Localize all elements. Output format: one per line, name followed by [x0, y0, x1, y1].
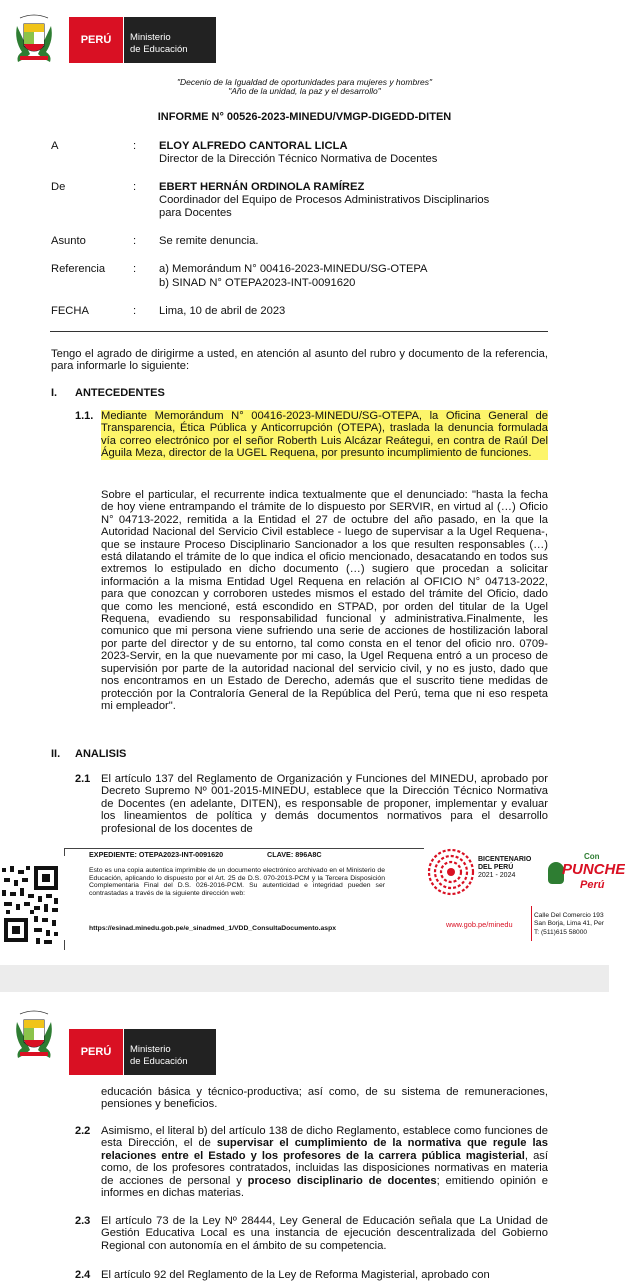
ministry-line-1: Ministerio	[130, 1044, 171, 1055]
decenio-line: "Decenio de la Igualdad de oportunidades para mujeres y hombres"	[176, 77, 433, 87]
expediente-number: EXPEDIENTE: OTEPA2023-INT-0091620	[89, 850, 224, 859]
ministry-brand-box	[124, 1029, 216, 1075]
bicentenario-years: 2021 - 2024	[478, 872, 516, 879]
footer-corner-tl	[64, 848, 65, 856]
ministry-line-2: de Educación	[130, 1056, 188, 1067]
reference-b: b) SINAD N° OTEPA2023-INT-0091620	[159, 277, 356, 289]
footer-corner-bl	[64, 940, 65, 950]
field-asunto-label: Asunto	[51, 235, 86, 247]
recipient-role: Director de la Dirección Técnico Normativa de Docentes	[159, 153, 438, 165]
field-a-label: A	[51, 140, 59, 152]
ministry-brand-box	[124, 17, 216, 63]
bicentenario-line-1: BICENTENARIO	[478, 856, 532, 863]
date-value: Lima, 10 de abril de 2023	[159, 305, 286, 317]
p22-emphasis-2: proceso disciplinario de docentes	[247, 1174, 437, 1187]
paragraph-2-1-continued: educación básica y técnico-productiva; así como, de su sistema de remuneraciones, pensiones y beneficios.	[101, 1086, 548, 1111]
ministry-line-2: de Educación	[130, 44, 188, 55]
footer-top-rule	[64, 848, 424, 849]
field-referencia-label: Referencia	[51, 263, 106, 275]
field-asunto-colon: :	[133, 235, 137, 247]
p22-part-c: , así como, de los profesores contratados, incluidas las disposiciones normativas en materia de acciones de personal y	[101, 1149, 548, 1187]
field-de-label: De	[51, 181, 66, 193]
peru-brand-box: PERÚ	[69, 17, 123, 63]
address-line-1: Calle Del Comercio 193	[534, 912, 604, 919]
paragraph-2-4: El artículo 92 del Reglamento de la Ley de Reforma Magisterial, aprobado con	[101, 1269, 490, 1281]
section-1-title: ANTECEDENTES	[75, 387, 165, 399]
con-punche-peru-logo	[548, 850, 625, 900]
qr-code-icon	[0, 862, 62, 948]
paragraph-2-2	[101, 1125, 548, 1199]
minedu-website[interactable]: www.gob.pe/minedu	[446, 920, 513, 929]
peru-brand-box: PERÚ	[69, 1029, 123, 1075]
paragraph-2-2-number: 2.2	[75, 1125, 91, 1137]
paragraph-2-4-number: 2.4	[75, 1269, 91, 1281]
sender-role-line-1: Coordinador del Equipo de Procesos Administrativos Disciplinarios	[159, 194, 490, 206]
verification-url[interactable]: https://esinad.minedu.gob.pe/e_sinadmed_1/VDD_ConsultaDocumento.aspx	[89, 925, 336, 932]
section-2-title: ANALISIS	[75, 748, 127, 760]
sender-role-line-2: para Docentes	[159, 207, 232, 219]
recipient-name: ELOY ALFREDO CANTORAL LICLA	[159, 140, 348, 152]
section-2-number: II.	[51, 748, 61, 760]
header-divider	[50, 331, 548, 332]
peru-coat-of-arms-icon	[12, 12, 56, 66]
address-line-2: San Borja, Lima 41, Per	[534, 920, 605, 928]
bicentenario-logo-icon	[425, 846, 477, 898]
ministry-line-1: Ministerio	[130, 32, 171, 43]
p22-emphasis-1: supervisar el cumplimiento de la normativa que regule las relaciones entre el Estado y los profesores de la carrera pública magisterial	[101, 1137, 549, 1162]
page-gap	[0, 965, 609, 992]
field-de-colon: :	[133, 181, 137, 193]
field-fecha-colon: :	[133, 305, 137, 317]
punche-main: PUNCHE	[562, 861, 625, 878]
field-referencia-colon: :	[133, 263, 137, 275]
paragraph-2-1: El artículo 137 del Reglamento de Organización y Funciones del MINEDU, aprobado por Decreto Supremo Nº 001-2015-MINEDU, establece que la Dirección Técnico Normativa de Docentes (en adelante, DITEN), es responsable de proponer, implementar y evaluar los lineamientos de política y demás documentos normativos para el desarrollo profesional de los docentes de	[101, 773, 548, 835]
punche-peru: Perú	[580, 879, 605, 891]
document-page-2	[0, 992, 609, 1280]
address-phone: T: (511)615 58000	[534, 928, 588, 936]
clave-code: CLAVE: 896A8C	[267, 850, 322, 859]
sender-name: EBERT HERNÁN ORDINOLA RAMÍREZ	[159, 181, 365, 193]
paragraph-2-3: El artículo 73 de la Ley Nº 28444, Ley General de Educación señala que La Unidad de Gestión Educativa Local es una instancia de ejecución descentralizada del Gobierno Regional con autonomía en el ámbito de su competencia.	[101, 1215, 548, 1252]
field-a-colon: :	[133, 140, 137, 152]
subject-value: Se remite denuncia.	[159, 235, 259, 247]
ministry-address	[534, 912, 604, 937]
field-fecha-label: FECHA	[51, 305, 89, 317]
intro-paragraph: Tengo el agrado de dirigirme a usted, en atención al asunto del rubro y documento de la referencia, para informarle lo siguiente:	[51, 348, 548, 373]
paragraph-1-2: Sobre el particular, el recurrente indica textualmente que el denunciado: "hasta la fecha de hoy viene entrampando el trámite de lo dispuesto por SERVIR, en virtud al (…) Oficio N° 04713-2022, remitida a la Entidad el 27 de octubre del año pasado, en la que la Autoridad Nacional del Servicio Civil establece - luego de supervisar a la Ugel Requena-, que se instaure Proceso Disciplinario Sancionador a los que resulten responsables (…) está dilatando el trámite de lo que indica el oficio mencionado, desacatando en todos sus extremos lo estipulado en dicho documento (…) sugiero que procedan a solicitar información a la misma Entidad Ugel Requena en relación al OFICIO N° 04713-2022, para que conozcan y corroboren ustedes mismos el estado del trámite del Oficio, dado que como les mencioné, está escondido en STPAD, por orden del titular de la Ugel Requena, evadiendo su responsabilidad funcional y administrativa.Finalmente, les comunico que mi persona viene sufriendo una serie de acciones de hostilización laboral por parte del director y de su entorno, tal como consta en el tenor del oficio nro. 0709-2023-Servir, en la que nuevamente por mi caso, la Ugel Requena entró a un proceso de supervisión por parte de la autoridad nacional del servicio civil, y no es justo, dado que nos encontramos en un Estado de Derecho, además que el suscrito tiene medidas de protección por la Contraloría General de la República del Perú, tema que ni eso respeta mi empleador".	[101, 489, 548, 712]
footer-red-divider	[531, 906, 532, 941]
p22-part-e: ; emitiendo opinión e informes en dichas materias.	[101, 1174, 548, 1200]
peru-coat-of-arms-icon	[12, 1008, 56, 1062]
paragraph-1-1-number: 1.1.	[75, 410, 94, 422]
authenticity-notice: Esto es una copia autentica imprimible de un documento electrónico archivado en el Ministerio de Educación, aplicando lo dispuesto por el Art. 25 de D.S. 070-2013-PCM y la Tercera Disposición Complementaria Final del D.S. 026-2016-PCM. Su autenticidad e integridad pueden ser contrastadas a través de la siguiente dirección web:	[89, 867, 385, 897]
year-motto-line: "Año de la unidad, la paz y el desarrollo"	[228, 86, 381, 96]
bicentenario-text	[478, 856, 531, 880]
document-title: INFORME N° 00526-2023-MINEDU/VMGP-DIGEDD-DITEN	[157, 111, 452, 123]
reference-a: a) Memorándum N° 00416-2023-MINEDU/SG-OTEPA	[159, 263, 428, 275]
p22-part-a: Asimismo, el literal b) del artículo 138 de dicho Reglamento, establece como funciones de esta Dirección, el de	[101, 1125, 548, 1150]
punche-con: Con	[584, 852, 600, 861]
section-1-number: I.	[51, 387, 58, 399]
paragraph-1-1: Mediante Memorándum N° 00416-2023-MINEDU/SG-OTEPA, la Oficina General de Transparencia, Ética Pública y Anticorrupción (OTEPA), traslada la denuncia formulada vía correo electrónico por el señor Roberth Luis Alcázar Reátegui, en contra de Raúl Del Águila Meza, director de la UGEL Requena, por presunto incumplimiento de funciones.	[101, 410, 548, 460]
paragraph-2-3-number: 2.3	[75, 1215, 91, 1227]
paragraph-2-1-number: 2.1	[75, 773, 91, 785]
bicentenario-line-2: DEL PERÚ	[478, 864, 514, 871]
